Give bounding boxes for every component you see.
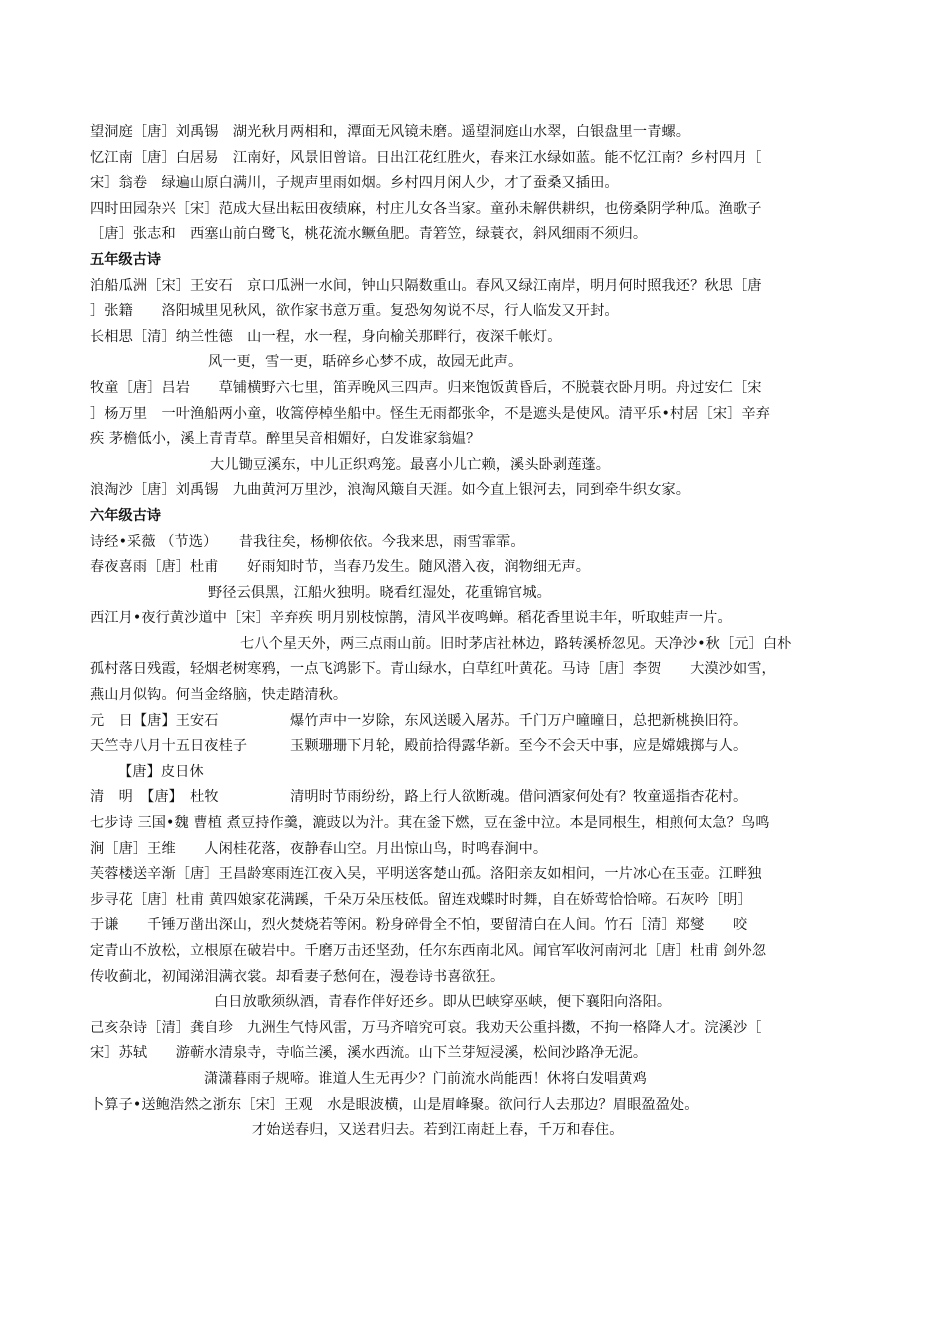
poem-line: 七八个星天外，两三点雨山前。旧时茅店社林边，路转溪桥忽见。天净沙•秋［元］白朴 xyxy=(240,635,792,652)
poem-line: 于谦 千锤万凿出深山，烈火焚烧若等闲。粉身碎骨全不怕，要留清白在人间。竹石［清］郑燮 咬 xyxy=(90,917,748,934)
poem-line: 己亥杂诗［清］龚自珍 九洲生气恃风雷，万马齐喑究可哀。我劝天公重抖擞，不拘一格降人才。浣溪沙［ xyxy=(90,1019,762,1036)
poem-line: 春夜喜雨［唐］杜甫 好雨知时节，当春乃发生。随风潜入夜，润物细无声。 xyxy=(90,559,591,576)
grade5-heading: 五年级古诗 xyxy=(90,251,161,268)
poem-line: 浪淘沙［唐］刘禹锡 九曲黄河万里沙，浪淘风簸自天涯。如今直上银河去，同到牵牛织女家。 xyxy=(90,482,691,499)
poem-line: 步寻花［唐］杜甫 黄四娘家花满蹊，千朵万朵压枝低。留连戏蝶时时舞，自在娇莺恰恰啼。石灰吟［明］ xyxy=(90,891,752,908)
poem-line: 忆江南［唐］白居易 江南好，风景旧曾谙。日出江花红胜火，春来江水绿如蓝。能不忆江南？乡村四月［ xyxy=(90,149,762,166)
poem-line: 宋］苏轼 游蕲水清泉寺，寺临兰溪，溪水西流。山下兰芽短浸溪，松间沙路净无泥。 xyxy=(90,1045,648,1062)
poem-line: 野径云俱黑，江船火独明。晓看红湿处，花重锦官城。 xyxy=(208,584,551,601)
poem-line: 孤村落日残霞，轻烟老树寒鸦，一点飞鸿影下。青山绿水，白草红叶黄花。马诗［唐］李贺 大漠沙如雪， xyxy=(90,661,776,678)
poem-line: ］杨万里 一叶渔船两小童，收篙停棹坐船中。怪生无雨都张伞，不是遮头是使风。清平乐•村居［宋］辛弃 xyxy=(90,405,770,422)
poem-line: 风一更，雪一更，聒碎乡心梦不成，故园无此声。 xyxy=(208,354,523,371)
poem-line: ］张籍 洛阳城里见秋风，欲作家书意万重。复恐匆匆说不尽，行人临发又开封。 xyxy=(90,303,619,320)
poem-line: 定青山不放松，立根原在破岩中。千磨万击还坚劲，任尔东西南北风。闻官军收河南河北［唐］杜甫 剑外忽 xyxy=(90,943,767,959)
poem-line: 清 明 【唐】 杜牧 清明时节雨纷纷，路上行人欲断魂。借问酒家何处有？牧童遥指杏花村。 xyxy=(90,789,748,806)
poem-line: 长相思［清］纳兰性德 山一程，水一程，身向榆关那畔行，夜深千帐灯。 xyxy=(90,328,562,345)
poem-document xyxy=(90,120,870,1144)
poem-line: 疾 茅檐低小，溪上青青草。醉里吴音相媚好，白发谁家翁媪？ xyxy=(90,431,481,448)
poem-line: 牧童［唐］吕岩 草铺横野六七里，笛弄晚风三四声。归来饱饭黄昏后，不脱蓑衣卧月明。舟过安仁［宋 xyxy=(90,379,762,396)
poem-line: 七步诗 三国•魏 曹植 煮豆持作羹，漉豉以为汁。萁在釜下燃，豆在釜中泣。本是同根生，相煎何太急？鸟鸣 xyxy=(90,815,770,832)
poem-line: 燕山月似钩。何当金络脑，快走踏清秋。 xyxy=(90,687,348,704)
poem-line: 元 日【唐】王安石 爆竹声中一岁除，东风送暖入屠苏。千门万户曈曈日，总把新桃换旧符。 xyxy=(90,712,748,729)
poem-line: 天竺寺八月十五日夜桂子 玉颗珊珊下月轮，殿前拾得露华新。至今不会天中事，应是嫦娥掷与人。 xyxy=(90,738,748,755)
grade6-heading: 六年级古诗 xyxy=(90,507,161,524)
poem-line: 四时田园杂兴［宋］范成大昼出耘田夜绩麻，村庄儿女各当家。童孙未解供耕织，也傍桑阴学种瓜。渔歌子 xyxy=(90,200,762,217)
poem-line: 诗经•采薇 （节选） 昔我往矣，杨柳依依。今我来思，雨雪霏霏。 xyxy=(90,533,525,550)
poem-line: 卜算子•送鲍浩然之浙东［宋］王观 水是眼波横，山是眉峰聚。欲问行人去那边？眉眼盈盈处。 xyxy=(90,1096,699,1113)
poem-line: 大儿锄豆溪东，中儿正织鸡笼。最喜小儿亡赖，溪头卧剥莲蓬。 xyxy=(210,456,611,473)
poem-line: 涧［唐］王维 人闲桂花落，夜静春山空。月出惊山鸟，时鸣春涧中。 xyxy=(90,840,548,857)
poem-line: 才始送春归，又送君归去。若到江南赶上春，千万和春住。 xyxy=(252,1122,624,1139)
poem-line: 【唐】皮日休 xyxy=(118,763,204,780)
poem-line: 白日放歌须纵酒，青春作伴好还乡。即从巴峡穿巫峡，便下襄阳向洛阳。 xyxy=(214,994,672,1011)
poem-line: 潇潇暮雨子规啼。谁道人生无再少？门前流水尚能西！休将白发唱黄鸡 xyxy=(204,1070,647,1087)
poem-line: 西江月•夜行黄沙道中［宋］辛弃疾 明月别枝惊鹊，清风半夜鸣蝉。稻花香里说丰年，听取蛙声一片。 xyxy=(90,610,732,627)
poem-line: 宋］翁卷 绿遍山原白满川，子规声里雨如烟。乡村四月闲人少，才了蚕桑又插田。 xyxy=(90,175,619,192)
poem-line: 泊船瓜洲［宋］王安石 京口瓜洲一水间，钟山只隔数重山。春风又绿江南岸，明月何时照我还？秋思［唐 xyxy=(90,277,762,294)
poem-line: 芙蓉楼送辛渐［唐］王昌龄寒雨连江夜入吴，平明送客楚山孤。洛阳亲友如相问，一片冰心在玉壶。江畔独 xyxy=(90,866,762,883)
poem-line: 传收蓟北，初闻涕泪满衣裳。却看妻子愁何在，漫卷诗书喜欲狂。 xyxy=(90,968,505,985)
poem-line: ［唐］张志和 西塞山前白鹭飞，桃花流水鳜鱼肥。青箬笠，绿蓑衣，斜风细雨不须归。 xyxy=(90,226,648,243)
poem-line: 望洞庭［唐］刘禹锡 湖光秋月两相和，潭面无风镜未磨。遥望洞庭山水翠，白银盘里一青螺。 xyxy=(90,124,691,140)
